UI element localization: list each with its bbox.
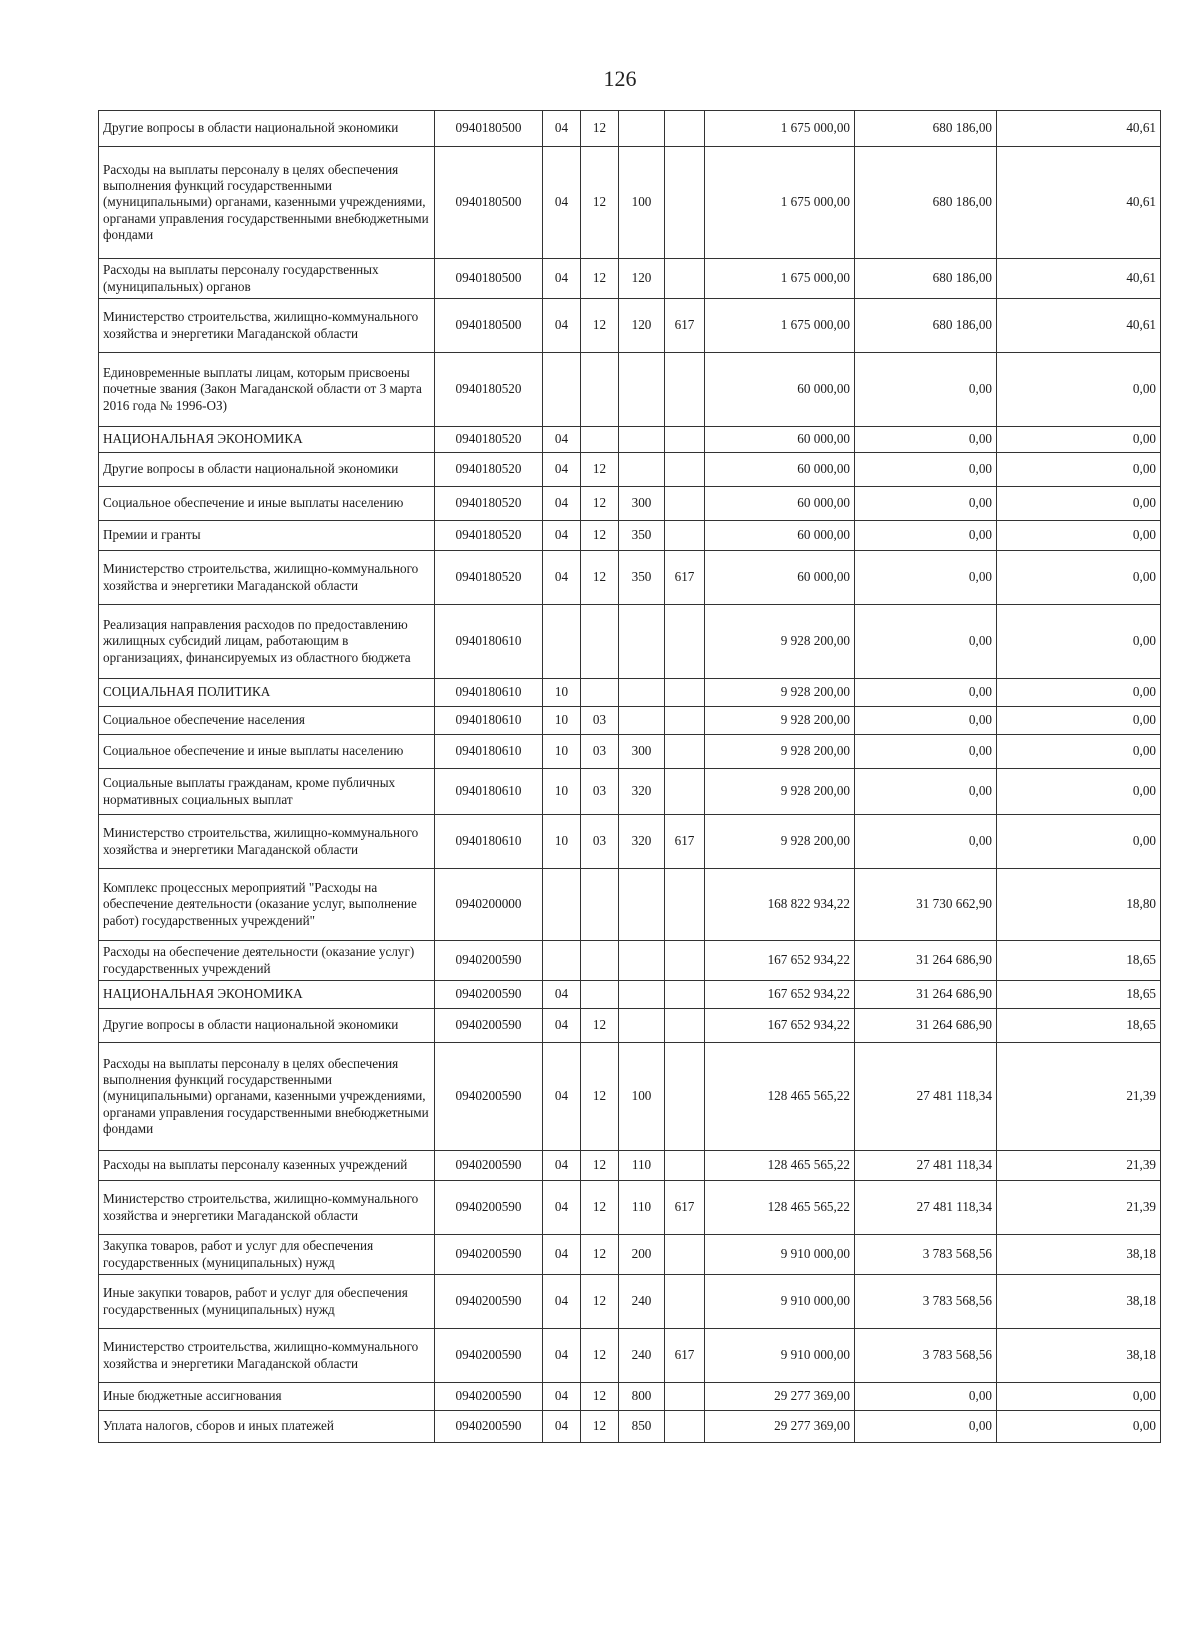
row-expense-type: 320 <box>619 815 665 869</box>
row-target-code: 0940200590 <box>435 1151 543 1181</box>
row-target-code: 0940180500 <box>435 111 543 147</box>
row-percent: 40,61 <box>997 259 1161 299</box>
row-percent: 0,00 <box>997 769 1161 815</box>
row-actual-amount: 3 783 568,56 <box>855 1235 997 1275</box>
row-plan-amount: 1 675 000,00 <box>705 299 855 353</box>
row-section: 10 <box>543 769 581 815</box>
row-expense-type: 300 <box>619 487 665 521</box>
row-percent: 40,61 <box>997 147 1161 259</box>
row-name: Другие вопросы в области национальной экономики <box>99 1009 435 1043</box>
row-grbs: 617 <box>665 299 705 353</box>
row-grbs <box>665 1009 705 1043</box>
row-target-code: 0940180520 <box>435 521 543 551</box>
row-grbs <box>665 453 705 487</box>
row-section: 04 <box>543 1009 581 1043</box>
row-subsection: 12 <box>581 1235 619 1275</box>
row-expense-type: 300 <box>619 735 665 769</box>
row-expense-type: 100 <box>619 1043 665 1151</box>
row-section: 04 <box>543 453 581 487</box>
row-subsection <box>581 679 619 707</box>
table-row <box>99 147 1161 259</box>
row-percent: 0,00 <box>997 815 1161 869</box>
row-grbs <box>665 1235 705 1275</box>
row-name: Министерство строительства, жилищно-коммунального хозяйства и энергетики Магаданской области <box>99 1181 435 1235</box>
table-body <box>99 111 1161 1443</box>
row-subsection: 12 <box>581 1151 619 1181</box>
row-section <box>543 869 581 941</box>
row-plan-amount: 60 000,00 <box>705 551 855 605</box>
row-grbs <box>665 679 705 707</box>
row-actual-amount: 680 186,00 <box>855 299 997 353</box>
row-plan-amount: 9 910 000,00 <box>705 1275 855 1329</box>
row-plan-amount: 167 652 934,22 <box>705 1009 855 1043</box>
row-expense-type <box>619 453 665 487</box>
row-name: Комплекс процессных мероприятий "Расходы на обеспечение деятельности (оказание услуг, выполнение работ) государственных учреждений" <box>99 869 435 941</box>
row-subsection: 03 <box>581 707 619 735</box>
row-section: 04 <box>543 1235 581 1275</box>
row-grbs <box>665 707 705 735</box>
row-section: 04 <box>543 487 581 521</box>
row-plan-amount: 9 910 000,00 <box>705 1329 855 1383</box>
row-target-code: 0940180610 <box>435 707 543 735</box>
row-plan-amount: 60 000,00 <box>705 521 855 551</box>
row-subsection: 12 <box>581 1411 619 1443</box>
row-percent: 18,65 <box>997 981 1161 1009</box>
row-percent: 0,00 <box>997 735 1161 769</box>
row-name: Министерство строительства, жилищно-коммунального хозяйства и энергетики Магаданской области <box>99 1329 435 1383</box>
row-plan-amount: 168 822 934,22 <box>705 869 855 941</box>
row-grbs <box>665 605 705 679</box>
table-row <box>99 735 1161 769</box>
row-section <box>543 353 581 427</box>
table-row <box>99 259 1161 299</box>
row-percent: 0,00 <box>997 427 1161 453</box>
row-actual-amount: 0,00 <box>855 735 997 769</box>
row-section: 10 <box>543 735 581 769</box>
row-plan-amount: 9 928 200,00 <box>705 679 855 707</box>
row-percent: 0,00 <box>997 353 1161 427</box>
page-number: 126 <box>603 66 637 91</box>
row-name: Расходы на выплаты персоналу государственных (муниципальных) органов <box>99 259 435 299</box>
row-grbs: 617 <box>665 1329 705 1383</box>
row-target-code: 0940200590 <box>435 1411 543 1443</box>
row-percent: 0,00 <box>997 453 1161 487</box>
row-subsection: 12 <box>581 147 619 259</box>
row-percent: 18,65 <box>997 1009 1161 1043</box>
row-expense-type: 240 <box>619 1275 665 1329</box>
row-section: 04 <box>543 521 581 551</box>
row-section: 10 <box>543 815 581 869</box>
row-grbs <box>665 1275 705 1329</box>
row-target-code: 0940200000 <box>435 869 543 941</box>
row-subsection: 12 <box>581 1043 619 1151</box>
row-actual-amount: 0,00 <box>855 679 997 707</box>
table-row <box>99 453 1161 487</box>
row-actual-amount: 680 186,00 <box>855 111 997 147</box>
row-percent: 40,61 <box>997 299 1161 353</box>
row-plan-amount: 9 910 000,00 <box>705 1235 855 1275</box>
table-row <box>99 1235 1161 1275</box>
row-subsection: 12 <box>581 521 619 551</box>
row-expense-type <box>619 111 665 147</box>
row-subsection: 12 <box>581 1181 619 1235</box>
row-target-code: 0940180610 <box>435 605 543 679</box>
table-row <box>99 353 1161 427</box>
row-subsection: 03 <box>581 735 619 769</box>
row-target-code: 0940180520 <box>435 551 543 605</box>
row-grbs <box>665 147 705 259</box>
row-name: Другие вопросы в области национальной экономики <box>99 453 435 487</box>
table-row <box>99 1181 1161 1235</box>
row-subsection: 12 <box>581 1383 619 1411</box>
table-row <box>99 1383 1161 1411</box>
table-row <box>99 551 1161 605</box>
table-row <box>99 707 1161 735</box>
row-actual-amount: 680 186,00 <box>855 147 997 259</box>
row-actual-amount: 0,00 <box>855 453 997 487</box>
row-grbs <box>665 769 705 815</box>
row-actual-amount: 31 264 686,90 <box>855 941 997 981</box>
table-row <box>99 869 1161 941</box>
row-expense-type: 350 <box>619 551 665 605</box>
row-actual-amount: 0,00 <box>855 551 997 605</box>
row-expense-type: 800 <box>619 1383 665 1411</box>
row-section <box>543 941 581 981</box>
table-row <box>99 1275 1161 1329</box>
table-row <box>99 769 1161 815</box>
row-grbs <box>665 1043 705 1151</box>
row-subsection <box>581 427 619 453</box>
row-name: Социальное обеспечение и иные выплаты населению <box>99 487 435 521</box>
row-subsection: 12 <box>581 487 619 521</box>
row-name: Расходы на выплаты персоналу в целях обеспечения выполнения функций государственными (муниципальными) органами, казенными учреждениями, органами управления государственными внебюджетными фондами <box>99 1043 435 1151</box>
row-grbs <box>665 1383 705 1411</box>
row-grbs <box>665 981 705 1009</box>
row-plan-amount: 29 277 369,00 <box>705 1383 855 1411</box>
row-subsection: 12 <box>581 1009 619 1043</box>
table-row <box>99 1329 1161 1383</box>
row-actual-amount: 0,00 <box>855 521 997 551</box>
row-actual-amount: 3 783 568,56 <box>855 1329 997 1383</box>
row-name: Закупка товаров, работ и услуг для обеспечения государственных (муниципальных) нужд <box>99 1235 435 1275</box>
row-actual-amount: 31 730 662,90 <box>855 869 997 941</box>
row-section: 04 <box>543 147 581 259</box>
row-grbs <box>665 259 705 299</box>
row-target-code: 0940180500 <box>435 259 543 299</box>
row-plan-amount: 60 000,00 <box>705 487 855 521</box>
row-subsection: 03 <box>581 815 619 869</box>
row-name: Министерство строительства, жилищно-коммунального хозяйства и энергетики Магаданской области <box>99 815 435 869</box>
row-expense-type: 110 <box>619 1151 665 1181</box>
row-expense-type <box>619 353 665 427</box>
row-actual-amount: 680 186,00 <box>855 259 997 299</box>
row-plan-amount: 1 675 000,00 <box>705 259 855 299</box>
row-percent: 0,00 <box>997 679 1161 707</box>
row-section: 04 <box>543 1275 581 1329</box>
row-grbs <box>665 487 705 521</box>
row-percent: 0,00 <box>997 1411 1161 1443</box>
row-section: 04 <box>543 111 581 147</box>
row-plan-amount: 128 465 565,22 <box>705 1043 855 1151</box>
row-section: 04 <box>543 1383 581 1411</box>
row-section: 04 <box>543 1181 581 1235</box>
table-row <box>99 981 1161 1009</box>
row-subsection <box>581 941 619 981</box>
table-row <box>99 299 1161 353</box>
row-expense-type: 850 <box>619 1411 665 1443</box>
row-actual-amount: 27 481 118,34 <box>855 1043 997 1151</box>
row-percent: 18,65 <box>997 941 1161 981</box>
row-grbs <box>665 869 705 941</box>
row-plan-amount: 1 675 000,00 <box>705 111 855 147</box>
row-target-code: 0940200590 <box>435 941 543 981</box>
table-row <box>99 1043 1161 1151</box>
row-plan-amount: 9 928 200,00 <box>705 707 855 735</box>
row-actual-amount: 0,00 <box>855 487 997 521</box>
row-target-code: 0940180520 <box>435 427 543 453</box>
row-target-code: 0940200590 <box>435 1329 543 1383</box>
row-target-code: 0940180610 <box>435 735 543 769</box>
row-percent: 0,00 <box>997 1383 1161 1411</box>
row-name: Расходы на выплаты персоналу в целях обеспечения выполнения функций государственными (муниципальными) органами, казенными учреждениями, органами управления государственными внебюджетными фондами <box>99 147 435 259</box>
row-subsection <box>581 605 619 679</box>
row-actual-amount: 0,00 <box>855 1411 997 1443</box>
row-percent: 0,00 <box>997 551 1161 605</box>
row-expense-type: 120 <box>619 299 665 353</box>
row-actual-amount: 0,00 <box>855 707 997 735</box>
row-target-code: 0940200590 <box>435 1383 543 1411</box>
row-grbs <box>665 353 705 427</box>
table-row <box>99 815 1161 869</box>
row-expense-type: 350 <box>619 521 665 551</box>
row-section: 04 <box>543 981 581 1009</box>
row-target-code: 0940200590 <box>435 1009 543 1043</box>
table-row <box>99 427 1161 453</box>
row-plan-amount: 29 277 369,00 <box>705 1411 855 1443</box>
row-actual-amount: 31 264 686,90 <box>855 981 997 1009</box>
row-actual-amount: 0,00 <box>855 815 997 869</box>
row-target-code: 0940180520 <box>435 487 543 521</box>
row-percent: 40,61 <box>997 111 1161 147</box>
row-plan-amount: 9 928 200,00 <box>705 605 855 679</box>
table-row <box>99 521 1161 551</box>
row-name: Иные закупки товаров, работ и услуг для обеспечения государственных (муниципальных) нужд <box>99 1275 435 1329</box>
row-target-code: 0940200590 <box>435 1181 543 1235</box>
row-grbs <box>665 1411 705 1443</box>
row-name: Социальное обеспечение населения <box>99 707 435 735</box>
row-actual-amount: 3 783 568,56 <box>855 1275 997 1329</box>
row-plan-amount: 167 652 934,22 <box>705 981 855 1009</box>
row-name: Уплата налогов, сборов и иных платежей <box>99 1411 435 1443</box>
row-plan-amount: 60 000,00 <box>705 427 855 453</box>
row-name: Иные бюджетные ассигнования <box>99 1383 435 1411</box>
row-grbs: 617 <box>665 551 705 605</box>
row-subsection <box>581 353 619 427</box>
row-name: СОЦИАЛЬНАЯ ПОЛИТИКА <box>99 679 435 707</box>
row-expense-type <box>619 941 665 981</box>
row-subsection: 12 <box>581 299 619 353</box>
row-percent: 0,00 <box>997 605 1161 679</box>
row-actual-amount: 0,00 <box>855 605 997 679</box>
row-percent: 38,18 <box>997 1329 1161 1383</box>
row-target-code: 0940200590 <box>435 1235 543 1275</box>
row-percent: 0,00 <box>997 707 1161 735</box>
budget-table <box>98 110 1161 1443</box>
table-row <box>99 941 1161 981</box>
row-target-code: 0940180500 <box>435 147 543 259</box>
table-row <box>99 605 1161 679</box>
row-target-code: 0940180520 <box>435 353 543 427</box>
row-target-code: 0940200590 <box>435 1275 543 1329</box>
row-target-code: 0940180610 <box>435 769 543 815</box>
row-expense-type <box>619 679 665 707</box>
row-plan-amount: 60 000,00 <box>705 353 855 427</box>
row-actual-amount: 27 481 118,34 <box>855 1151 997 1181</box>
row-percent: 38,18 <box>997 1235 1161 1275</box>
row-percent: 21,39 <box>997 1181 1161 1235</box>
row-section: 04 <box>543 1329 581 1383</box>
row-actual-amount: 31 264 686,90 <box>855 1009 997 1043</box>
row-actual-amount: 0,00 <box>855 769 997 815</box>
row-target-code: 0940200590 <box>435 1043 543 1151</box>
row-section <box>543 605 581 679</box>
row-name: Расходы на обеспечение деятельности (оказание услуг) государственных учреждений <box>99 941 435 981</box>
row-expense-type <box>619 869 665 941</box>
row-expense-type: 320 <box>619 769 665 815</box>
row-section: 04 <box>543 299 581 353</box>
row-subsection: 12 <box>581 259 619 299</box>
row-percent: 21,39 <box>997 1151 1161 1181</box>
row-name: Социальные выплаты гражданам, кроме публичных нормативных социальных выплат <box>99 769 435 815</box>
row-grbs: 617 <box>665 1181 705 1235</box>
table-row <box>99 487 1161 521</box>
row-plan-amount: 128 465 565,22 <box>705 1181 855 1235</box>
row-name: Другие вопросы в области национальной экономики <box>99 111 435 147</box>
row-section: 04 <box>543 551 581 605</box>
row-section: 04 <box>543 427 581 453</box>
row-plan-amount: 9 928 200,00 <box>705 769 855 815</box>
row-expense-type: 240 <box>619 1329 665 1383</box>
row-subsection <box>581 869 619 941</box>
row-name: Министерство строительства, жилищно-коммунального хозяйства и энергетики Магаданской области <box>99 299 435 353</box>
row-grbs <box>665 521 705 551</box>
row-expense-type: 110 <box>619 1181 665 1235</box>
row-actual-amount: 0,00 <box>855 427 997 453</box>
row-grbs <box>665 427 705 453</box>
row-plan-amount: 167 652 934,22 <box>705 941 855 981</box>
row-subsection: 12 <box>581 111 619 147</box>
row-expense-type: 100 <box>619 147 665 259</box>
row-subsection: 12 <box>581 453 619 487</box>
row-expense-type <box>619 427 665 453</box>
row-target-code: 0940200590 <box>435 981 543 1009</box>
row-section: 04 <box>543 1411 581 1443</box>
row-expense-type: 120 <box>619 259 665 299</box>
row-grbs <box>665 111 705 147</box>
row-percent: 21,39 <box>997 1043 1161 1151</box>
row-plan-amount: 128 465 565,22 <box>705 1151 855 1181</box>
row-expense-type <box>619 981 665 1009</box>
table-row <box>99 1009 1161 1043</box>
row-section: 04 <box>543 1151 581 1181</box>
row-actual-amount: 0,00 <box>855 1383 997 1411</box>
row-expense-type <box>619 707 665 735</box>
row-percent: 18,80 <box>997 869 1161 941</box>
row-section: 04 <box>543 259 581 299</box>
row-subsection: 03 <box>581 769 619 815</box>
row-grbs: 617 <box>665 815 705 869</box>
row-plan-amount: 9 928 200,00 <box>705 815 855 869</box>
row-grbs <box>665 941 705 981</box>
row-name: Расходы на выплаты персоналу казенных учреждений <box>99 1151 435 1181</box>
row-target-code: 0940180500 <box>435 299 543 353</box>
row-percent: 0,00 <box>997 487 1161 521</box>
row-subsection: 12 <box>581 1329 619 1383</box>
row-name: Премии и гранты <box>99 521 435 551</box>
row-subsection <box>581 981 619 1009</box>
table-row <box>99 1411 1161 1443</box>
row-percent: 0,00 <box>997 521 1161 551</box>
row-actual-amount: 0,00 <box>855 353 997 427</box>
row-target-code: 0940180610 <box>435 679 543 707</box>
row-expense-type <box>619 1009 665 1043</box>
row-subsection: 12 <box>581 1275 619 1329</box>
row-target-code: 0940180520 <box>435 453 543 487</box>
row-section: 04 <box>543 1043 581 1151</box>
table-row <box>99 111 1161 147</box>
row-plan-amount: 9 928 200,00 <box>705 735 855 769</box>
table-row <box>99 1151 1161 1181</box>
row-plan-amount: 1 675 000,00 <box>705 147 855 259</box>
table-row <box>99 679 1161 707</box>
row-name: Социальное обеспечение и иные выплаты населению <box>99 735 435 769</box>
row-percent: 38,18 <box>997 1275 1161 1329</box>
row-section: 10 <box>543 679 581 707</box>
row-section: 10 <box>543 707 581 735</box>
row-grbs <box>665 735 705 769</box>
row-name: Единовременные выплаты лицам, которым присвоены почетные звания (Закон Магаданской области от 3 марта 2016 года № 1996-ОЗ) <box>99 353 435 427</box>
row-target-code: 0940180610 <box>435 815 543 869</box>
row-actual-amount: 27 481 118,34 <box>855 1181 997 1235</box>
row-plan-amount: 60 000,00 <box>705 453 855 487</box>
row-subsection: 12 <box>581 551 619 605</box>
row-name: НАЦИОНАЛЬНАЯ ЭКОНОМИКА <box>99 981 435 1009</box>
row-name: Реализация направления расходов по предоставлению жилищных субсидий лицам, работающим в организациях, финансируемых из областного бюджета <box>99 605 435 679</box>
row-name: НАЦИОНАЛЬНАЯ ЭКОНОМИКА <box>99 427 435 453</box>
row-grbs <box>665 1151 705 1181</box>
row-expense-type: 200 <box>619 1235 665 1275</box>
row-name: Министерство строительства, жилищно-коммунального хозяйства и энергетики Магаданской области <box>99 551 435 605</box>
row-expense-type <box>619 605 665 679</box>
